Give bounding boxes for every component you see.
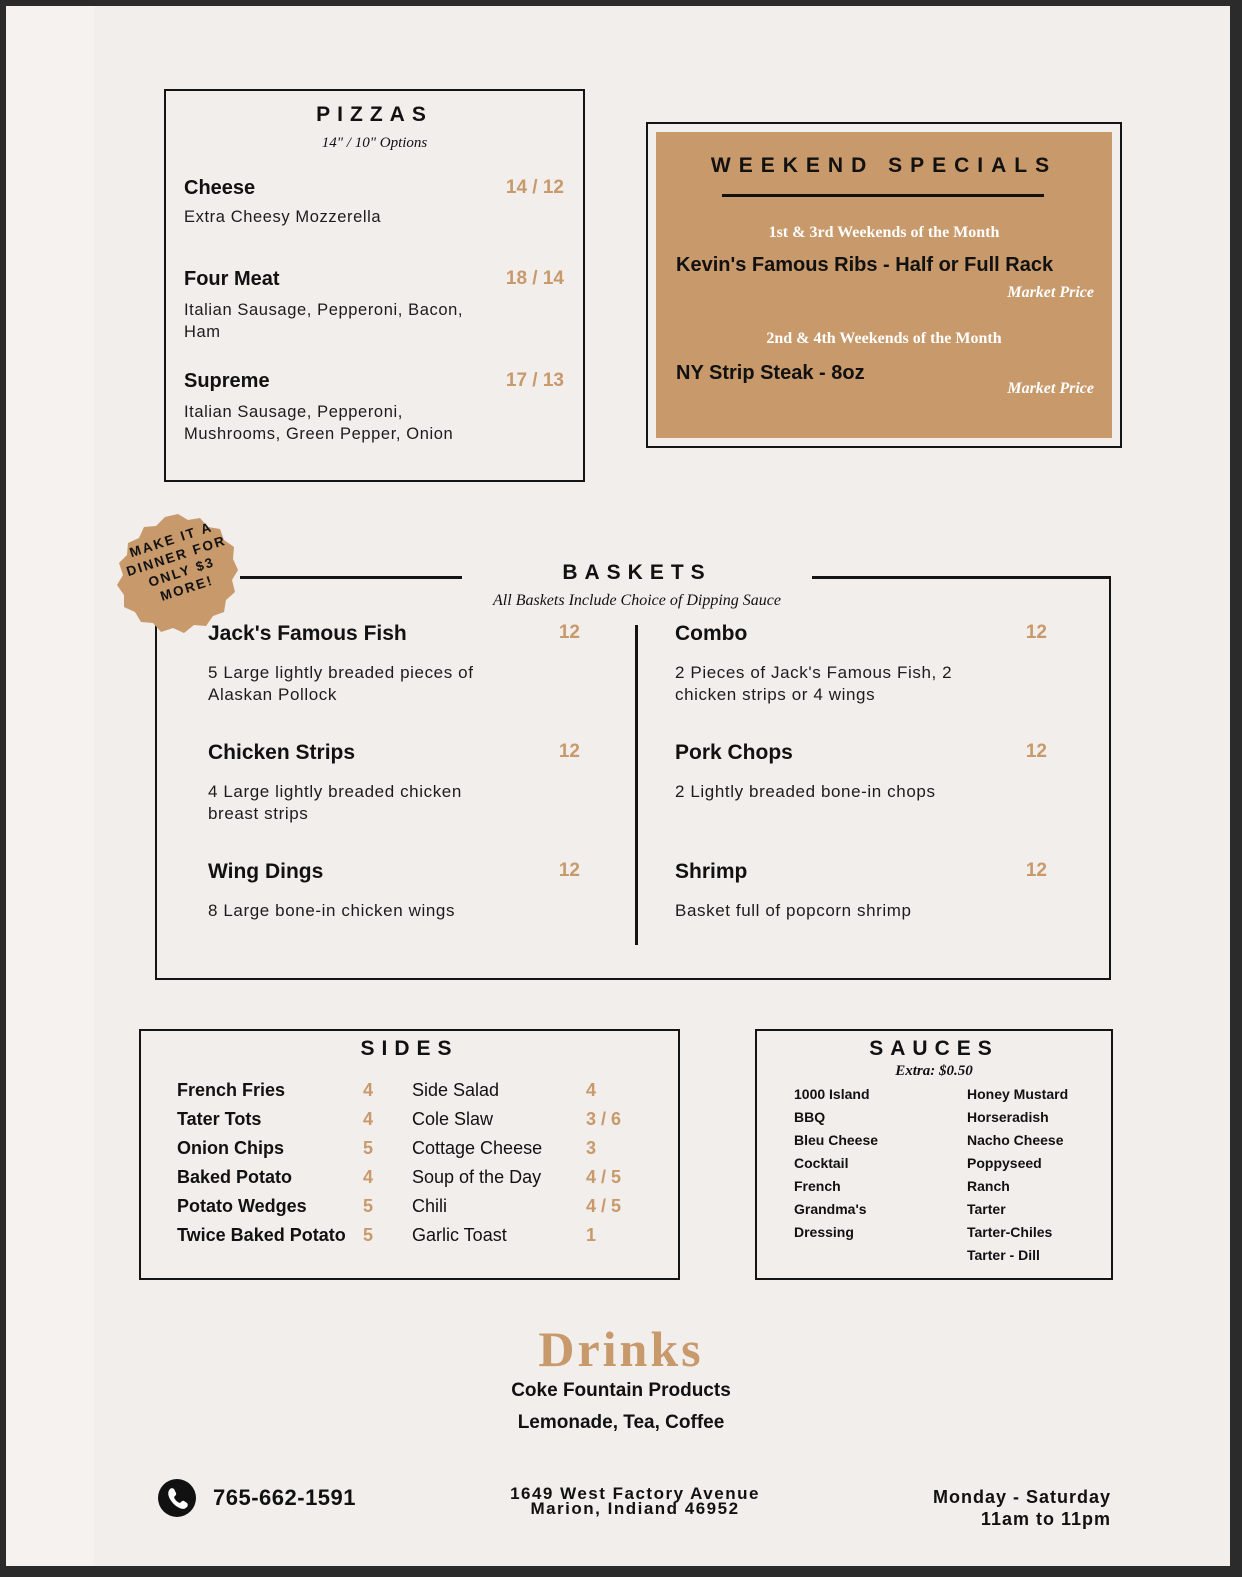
sauce-item: Ranch <box>967 1178 1010 1194</box>
special-price: Market Price <box>1007 380 1094 397</box>
pizza-item <box>184 268 564 343</box>
side-name: Twice Baked Potato <box>177 1225 346 1245</box>
side-item <box>412 1225 642 1254</box>
side-item <box>177 1225 407 1254</box>
pizza-item <box>184 370 564 445</box>
side-item <box>177 1109 407 1138</box>
side-item <box>177 1167 407 1196</box>
side-name: Potato Wedges <box>177 1196 307 1216</box>
weekend-specials-section <box>646 122 1122 448</box>
sauces-subtitle: Extra: $0.50 <box>895 1063 973 1079</box>
pizza-price: 14 / 12 <box>505 177 564 198</box>
pizzas-title: PIZZAS <box>316 103 433 126</box>
sauce-item: 1000 Island <box>794 1086 870 1102</box>
side-item <box>177 1080 407 1109</box>
sauce-item: Poppyseed <box>967 1155 1042 1171</box>
pizza-desc: Italian Sausage, Pepperoni, Bacon, Ham <box>184 301 464 341</box>
sauce-item: Bleu Cheese <box>794 1132 879 1148</box>
address-line: 1649 West Factory Avenue <box>510 1484 760 1503</box>
special-schedule: 2nd & 4th Weekends of the Month <box>766 330 1002 347</box>
basket-item <box>675 741 1047 803</box>
side-price: 4 / 5 <box>586 1196 622 1216</box>
side-price: 4 <box>363 1080 374 1100</box>
basket-desc: 2 Lightly breaded bone-in chops <box>675 782 936 801</box>
side-price: 4 <box>363 1109 374 1129</box>
basket-price: 12 <box>1025 622 1047 643</box>
side-price: 3 <box>586 1138 597 1158</box>
sauce-item: Grandma's <box>794 1201 867 1217</box>
sauce-item: Honey Mustard <box>967 1086 1069 1102</box>
basket-name: Wing Dings <box>208 860 324 883</box>
sauce-item: Horseradish <box>967 1109 1049 1125</box>
basket-name: Shrimp <box>675 860 748 883</box>
side-price: 3 / 6 <box>586 1109 622 1129</box>
side-price: 4 <box>586 1080 597 1100</box>
basket-price: 12 <box>558 741 580 762</box>
basket-name: Jack's Famous Fish <box>208 622 407 645</box>
basket-desc: 5 Large lightly breaded pieces of Alaskan Pollock <box>208 663 474 704</box>
side-price: 4 / 5 <box>586 1167 622 1187</box>
pizza-price: 18 / 14 <box>505 268 564 289</box>
address <box>470 1486 800 1516</box>
side-name: Soup of the Day <box>412 1167 542 1187</box>
address-line: Marion, Indiand 46952 <box>530 1499 740 1518</box>
pizza-price: 17 / 13 <box>505 370 564 391</box>
basket-desc: 8 Large bone-in chicken wings <box>208 901 456 920</box>
sauce-item: Tarter <box>967 1201 1006 1217</box>
basket-price: 12 <box>558 622 580 643</box>
basket-item <box>675 622 1047 706</box>
pizzas-subtitle: 14" / 10" Options <box>321 135 428 151</box>
side-item <box>412 1080 642 1109</box>
pizza-desc: Italian Sausage, Pepperoni, Mushrooms, Green Pepper, Onion <box>184 403 454 443</box>
baskets-subtitle: All Baskets Include Choice of Dipping Sauce <box>493 592 781 609</box>
side-price: 1 <box>586 1225 597 1245</box>
specials-divider <box>722 194 1044 197</box>
side-item <box>412 1196 642 1225</box>
side-name: Garlic Toast <box>412 1225 507 1245</box>
basket-name: Pork Chops <box>675 741 793 764</box>
drinks-line: Coke Fountain Products <box>511 1380 731 1401</box>
basket-item <box>208 860 580 922</box>
basket-desc: Basket full of popcorn shrimp <box>675 901 912 920</box>
phone-number: 765-662-1591 <box>213 1485 357 1510</box>
basket-price: 12 <box>1025 860 1047 881</box>
basket-desc: 4 Large lightly breaded chicken breast strips <box>208 782 462 823</box>
side-name: Baked Potato <box>177 1167 293 1187</box>
baskets-top-border <box>240 576 462 579</box>
side-item <box>412 1167 642 1196</box>
side-price: 5 <box>363 1138 374 1158</box>
basket-item <box>208 622 580 706</box>
sauce-item: Cocktail <box>794 1155 849 1171</box>
side-price: 5 <box>363 1196 374 1216</box>
pizza-name: Supreme <box>184 370 270 392</box>
weekend-specials-panel <box>656 132 1112 438</box>
side-item <box>412 1138 642 1167</box>
basket-desc: 2 Pieces of Jack's Famous Fish, 2 chicken strips or 4 wings <box>675 663 953 704</box>
hours <box>933 1486 1111 1530</box>
basket-name: Combo <box>675 622 748 645</box>
basket-name: Chicken Strips <box>208 741 356 764</box>
sauce-item: Dressing <box>794 1224 854 1240</box>
sauce-item: Tarter-Chiles <box>967 1224 1053 1240</box>
pizza-desc: Extra Cheesy Mozzerella <box>184 208 382 226</box>
drinks-title: Drinks <box>538 1321 704 1377</box>
side-item <box>177 1196 407 1225</box>
dinner-badge-text: MAKE IT A DINNER FOR ONLY $3 MORE! <box>124 519 229 604</box>
side-price: 4 <box>363 1167 374 1187</box>
side-item <box>412 1109 642 1138</box>
pizza-name: Four Meat <box>184 268 280 290</box>
side-name: Cottage Cheese <box>412 1138 543 1158</box>
side-name: Cole Slaw <box>412 1109 494 1129</box>
sauce-item: BBQ <box>794 1109 826 1125</box>
side-name: French Fries <box>177 1080 286 1100</box>
sauces-title: SAUCES <box>869 1037 999 1060</box>
side-name: Chili <box>412 1196 448 1216</box>
specials-title: WEEKEND SPECIALS <box>710 154 1058 177</box>
side-item <box>177 1138 407 1167</box>
pizza-item <box>184 177 564 228</box>
drinks-line: Lemonade, Tea, Coffee <box>517 1412 725 1433</box>
baskets-column-divider <box>635 625 638 945</box>
sauce-item: French <box>794 1178 841 1194</box>
basket-item <box>208 741 580 825</box>
side-name: Onion Chips <box>177 1138 284 1158</box>
special-schedule: 1st & 3rd Weekends of the Month <box>768 224 1000 241</box>
basket-price: 12 <box>558 860 580 881</box>
special-name: Kevin's Famous Ribs - Half or Full Rack <box>676 254 1054 276</box>
special-name: NY Strip Steak - 8oz <box>676 362 865 384</box>
basket-item <box>675 860 1047 922</box>
sauce-item: Nacho Cheese <box>967 1132 1064 1148</box>
hours-line: 11am to 11pm <box>980 1509 1111 1529</box>
side-price: 5 <box>363 1225 374 1245</box>
baskets-title: BASKETS <box>562 561 712 584</box>
hours-line: Monday - Saturday <box>932 1487 1111 1507</box>
sides-title: SIDES <box>360 1037 459 1060</box>
pizzas-section <box>164 89 585 482</box>
side-name: Side Salad <box>412 1080 500 1100</box>
basket-price: 12 <box>1025 741 1047 762</box>
pizza-name: Cheese <box>184 177 256 199</box>
side-name: Tater Tots <box>177 1109 262 1129</box>
special-price: Market Price <box>1007 284 1094 301</box>
baskets-top-border <box>812 576 1111 579</box>
sauce-item: Tarter - Dill <box>967 1247 1040 1263</box>
phone-icon <box>158 1479 196 1517</box>
